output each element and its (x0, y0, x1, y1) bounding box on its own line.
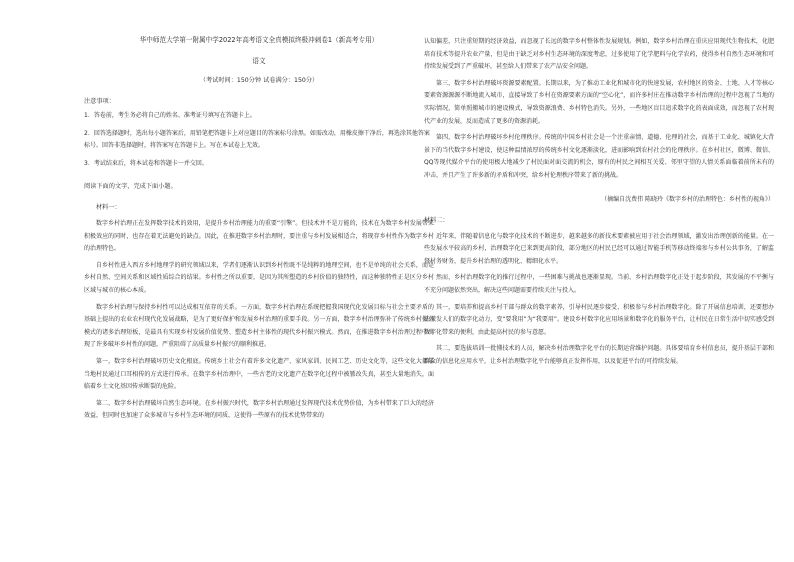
section-instruction: 阅读下面的文字，完成下面小题。 (84, 183, 177, 190)
paragraph: 数字乡村治理与保持乡村性可以达成相互依存的关系。一方面，数字乡村治理在系统把握我国现代化发展目标与社会主要矛盾的基础上提出的农业农村现代化发展战略，是为了更好保护和发展乡村治理的重要手段。另一方面，数字乡村治理弥补了传统乡村振兴模式的诸多治理短板，是最具有实现乡村发展价值优势、塑造乡村主体性的现代乡村振兴模式。然而，在推进数字乡村治理过程中出现了许多破坏乡村性的问题，严重阻碍了高质量乡村振兴的顺利推进。 (84, 303, 434, 349)
notes-heading: 注意事项： (84, 98, 115, 105)
note-item: 1．答卷前，考生务必将自己的姓名、准考证号填写在答题卡上。 (84, 112, 256, 119)
paragraph: 第四，数字乡村治理破坏乡村伦理秩序。传统的中国乡村社会是一个注重亲情、道德、伦理的社会，而基于工业化、城镇化大背景下的当代数字乡村建设，使这种温情浓厚的传统乡村文化逐渐淡化，进而影响到农村社会的伦理秩序。在乡村社区，微博、微信、QQ等现代媒介平台的使用极大地减少了村民面对面交流的机会，原有的村民之间相互关爱、邻里守望的人情关系面临着前所未有的冲击，并且产生了许多新的矛盾和冲突，给乡村伦理秩序带来了新的挑战。 (424, 134, 774, 179)
note-item: 3．考试结束后，将本试卷和答题卡一并交回。 (84, 160, 208, 167)
paragraph: 第一，数字乡村治理破坏历史文化根底。传统乡土社会有着许多文化遗产、家风家训、民间工艺、历史文化等，这些文化大都靠当地村民通过口耳相传的方式进行传承。在数字乡村治理中，一些古老的文化遗产在数字化过程中被篡改失真，甚至大量地消失，面临着乡土文化基因传承断裂的危险。 (84, 357, 434, 391)
paragraph: 第三，数字乡村治理破坏资源要素配置。长期以来，为了推动工业化和城市化的快速发展，农村地区的资金、土地、人才等核心要素资源源源不断地流入城市，直接导致了乡村在资源要素方面的“空心化”，而许多村庄在推动数字乡村治理的过程中忽视了当地的实际情况，简单照搬城市的建设模式，导致资源浪费、乡村特色消失。另外，一些地区盲目追求数字化的表面成效，而忽视了农村现代产业的发展，反而造成了更多的资源消耗。 (424, 79, 774, 125)
source-citation: （摘编自沈费伟 陈晓玲《数字乡村的治理特色：乡村性的视角》） (601, 195, 774, 203)
material-label: 材料二： (424, 216, 449, 224)
paragraph: 自乡村性进入西方乡村地理学的研究领域以来，学者们逐渐认识到乡村性既不是纯粹的地理空间，也不是单纯的社会关系，而是乡村自然、空间关系和区域性质综合的结果。乡村性之所以重要，是因为其所塑造的乡村价值的独特性，而这种独特性正是区分乡村区域与城市的核心本质。 (84, 261, 434, 294)
paragraph: 近年来，伴随着信息化与数字化技术的不断进步，越来越多的新技术要素被应用于社会治理领域，激发出治理创新的能量。在一些发展水平较高的乡村，治理数字化已来到更高阶段，部分地区的村民已经可以通过智能手机等移动终端参与乡村公共事务，了解监督村务财务，提升乡村治理的透明化、精细化水平。 (424, 232, 774, 265)
paragraph: 数字乡村治理正在发挥数字技术的效用，是提升乡村治理能力的重要“引擎”。但技术并不是万能的，技术在为数字乡村发展带来积极效应的同时，也存在着无法避免的缺点。因此，在推进数字乡村治理时，要注重与乡村发展相适合，将现存乡村性作为数字乡村的治理特色。 (84, 220, 434, 253)
note-item: 2．回答选择题时，选出每小题答案后，用铅笔把答题卡上对应题目的答案标号涂黑。如需改动，用橡皮擦干净后，再选涂其他答案标号。回答非选择题时，将答案写在答题卡上。写在本试卷上无效。 (84, 130, 430, 149)
paragraph: 然而，乡村治理数字化的推行过程中，一些困难与挑战也逐渐显现。当前，乡村治理数字化正处于起步阶段，其发展的不平衡与不充分问题依然突出，解决这些问题需要持续关注与投入。 (424, 274, 774, 294)
paragraph: 其一，要培养和提高乡村干部与群众的数字素养，引导村民逐步接受、积极参与乡村治理数字化。除了开展信息培训，还要想办法激发人们的数字化动力，变“要我用”为“我要用”。建设乡村数字化应用场景和数字化的服务平台，让村民在日常生活中切实感受到数字化带来的便利，由此提高村民的参与意愿。 (424, 303, 774, 336)
right-column (424, 36, 774, 368)
exam-meta: （考试时间：150分钟 试卷满分：150分） (199, 77, 319, 84)
left-column (84, 36, 434, 423)
subject-label: 语文 (252, 57, 266, 65)
paragraph: 第二，数字乡村治理破坏自然生态环境。在乡村振兴时代，数字乡村治理通过发挥现代技术优势价值，为乡村带来了巨大的经济效益，但同时也加速了众多城市与乡村生态环境的同质，这使得一些原有的技术优势带来的 (84, 399, 434, 420)
exam-title: 华中师范大学第一附属中学2022年高考语文全真模拟终极冲刺卷1（新高考专用） (139, 36, 379, 44)
paragraph: 其二，要选拔培训一批懂技术的人员，解决乡村治理数字化平台的长期运营维护问题。具体要培育乡村信息员，提升基层干部和群众的信息化应用水平，让乡村治理数字化平台能够真正发挥作用，以及促进平台的可持续发展。 (424, 345, 774, 365)
material-label: 材料一： (96, 204, 121, 211)
paragraph: 认知偏差，只注重短期的经济效益，而忽视了长远的数字乡村整体性发展规划。例如，数字乡村治理在重庆应用现代生物技术，化肥培育技术等提升农业产量，但是由于缺乏对乡村生态环境的深度考虑，过多使用了化学肥料与化学农药，使得乡村自然生态环境和可持续发展受到了严重破坏，甚至给人们带来了农产品安全问题。 (424, 38, 774, 71)
